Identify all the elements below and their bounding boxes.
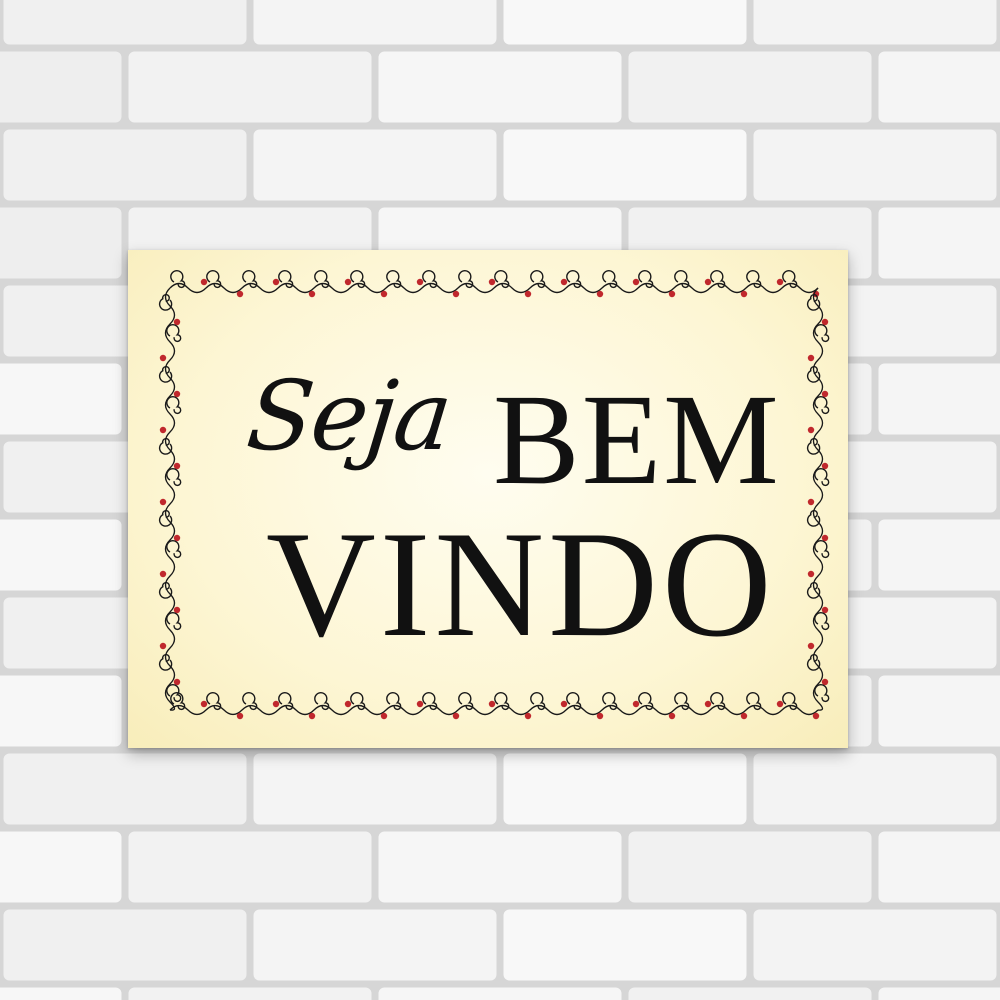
- sign-word-vindo: VINDO: [266, 500, 776, 668]
- sign-word-bem: BEM: [493, 368, 781, 512]
- welcome-sign: [128, 250, 848, 748]
- sign-script-word: Seja: [242, 360, 456, 472]
